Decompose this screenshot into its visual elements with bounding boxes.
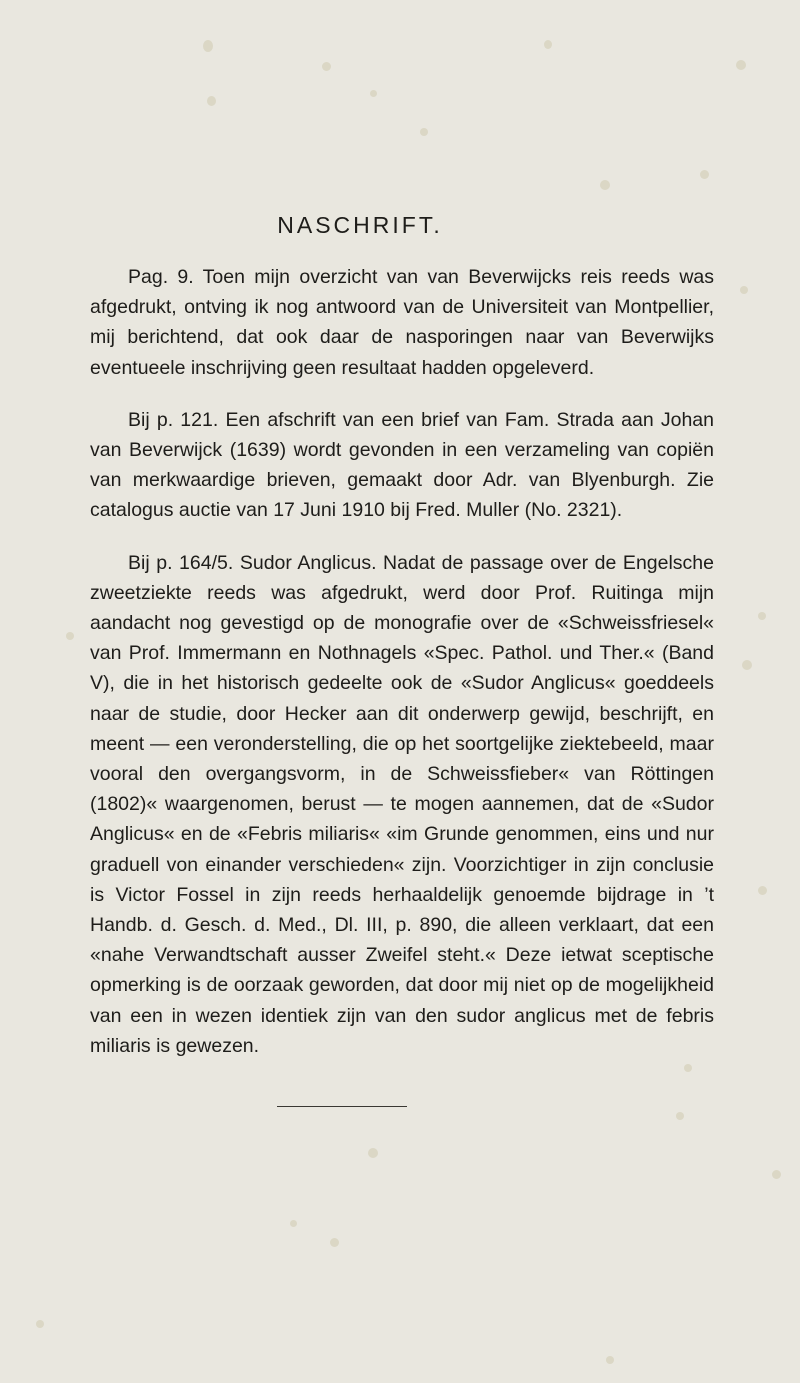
foxing-speck xyxy=(700,170,709,179)
foxing-speck xyxy=(368,1148,378,1158)
section-divider xyxy=(277,1106,407,1107)
foxing-speck xyxy=(606,1356,614,1364)
foxing-speck xyxy=(758,886,767,895)
paragraph-sudor-anglicus: Bij p. 164/5. Sudor Anglicus. Nadat de passage over de Engelsche zweetziekte reeds was afgedrukt, werd door Prof. Ruitinga mijn aandacht nog gevestigd op de monografie over de «Schweissfriesel« van Prof. Immermann en Nothnagels «Spec. Pathol. und Ther.« (Band V), die in het historisch gedeelte ook de «Sudor Anglicus« goeddeels naar de studie, door Hecker aan dit onderwerp gewijd, beschrijft, en meent — een veronderstelling, die op het soortgelijke ziektebeeld, maar vooral den overgangsvorm, in de Schweissfieber« van Röttingen (1802)« waargenomen, berust — te mogen aannemen, dat de «Sudor Anglicus« en de «Febris miliaris« «im Grunde genommen, eins und nur graduell von einander verschieden« zijn. Voorzichtiger in zijn conclusie is Victor Fossel in zijn reeds herhaaldelijk genoemde bijdrage in ’t Handb. d. Gesch. d. Med., Dl. III, p. 890, die alleen verklaart, dat een «nahe Verwandtschaft ausser Zweifel steht.« Deze ietwat sceptische opmerking is de oorzaak geworden, dat door mij niet op de mogelijkheid van een in wezen identiek zijn van den sudor anglicus met de febris miliaris is gewezen. xyxy=(90,551,714,1057)
foxing-speck xyxy=(36,1320,44,1328)
foxing-speck xyxy=(66,632,74,640)
document-body xyxy=(90,262,714,1083)
foxing-speck xyxy=(600,180,610,190)
foxing-speck xyxy=(330,1238,339,1247)
foxing-speck xyxy=(736,60,746,70)
foxing-speck xyxy=(290,1220,297,1227)
paragraph-strada-brief: Bij p. 121. Een afschrift van een brief van Fam. Strada aan Johan van Beverwijck (1639) wordt gevonden in een verzameling van copiën van merkwaardige brieven, gemaakt door Adr. van Blyenburgh. Zie catalogus auctie van 17 Juni 1910 bij Fred. Muller (No. 2321). xyxy=(90,408,714,522)
foxing-speck xyxy=(203,40,213,52)
paragraph-beverwijck-reis: Pag. 9. Toen mijn overzicht van van Beverwijcks reis reeds was afgedrukt, ontving ik nog antwoord van de Universiteit van Montpellier, mij berichtend, dat ook daar de nasporingen naar van Beverwijks eventueele inschrijving geen resultaat hadden opgeleverd. xyxy=(90,266,714,379)
foxing-speck xyxy=(322,62,331,71)
foxing-speck xyxy=(772,1170,781,1179)
foxing-speck xyxy=(420,128,428,136)
foxing-speck xyxy=(207,96,216,106)
foxing-speck xyxy=(544,40,552,49)
foxing-speck xyxy=(758,612,766,620)
page-title: NASCHRIFT. xyxy=(277,212,443,238)
foxing-speck xyxy=(740,286,748,294)
foxing-speck xyxy=(370,90,377,97)
foxing-speck xyxy=(676,1112,684,1120)
foxing-speck xyxy=(742,660,752,670)
